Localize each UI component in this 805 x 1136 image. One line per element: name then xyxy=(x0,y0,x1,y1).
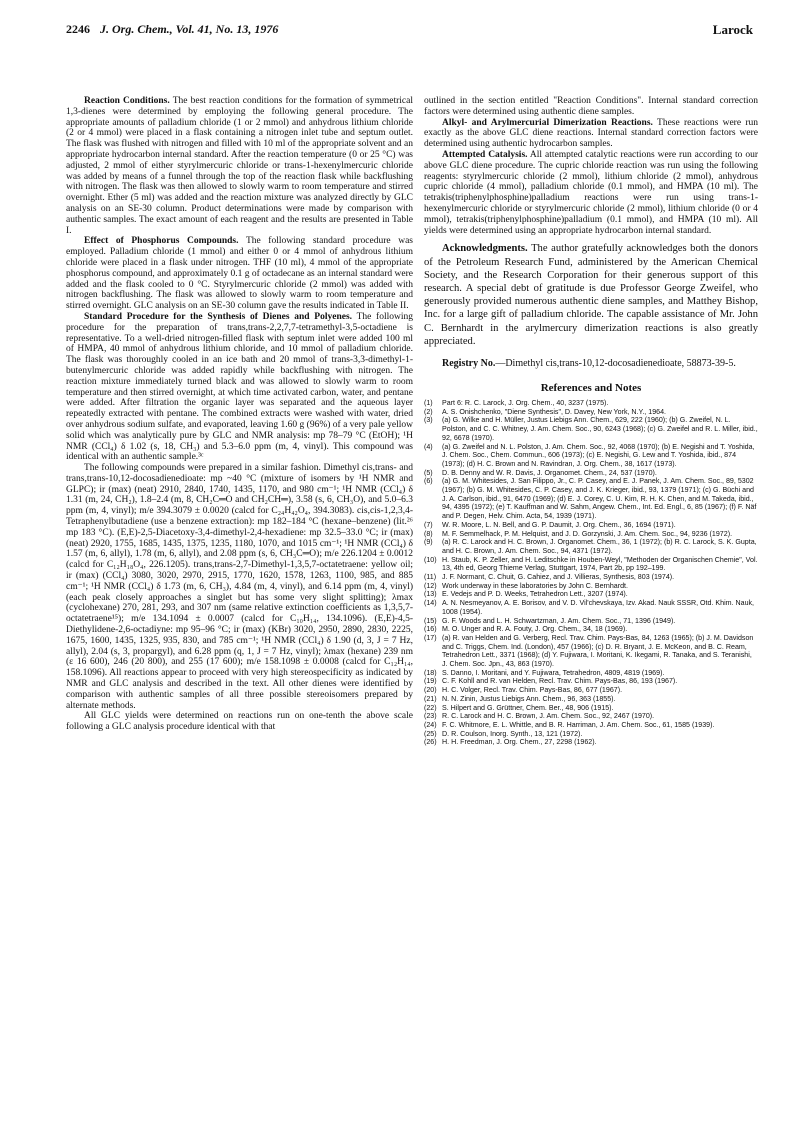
experimental-continued xyxy=(424,96,758,236)
reference-number: (8) xyxy=(424,529,433,538)
reference-number: (21) xyxy=(424,694,437,703)
reference-text: (a) G. Zweifel and N. L. Polston, J. Am. Chem. Soc., 92, 4068 (1970); (b) E. Negishi and T. Yoshida, J. Chem. Soc., Chem. Commun., 606 (1973); (c) E. Negishi, G. Lew and T. Yoshida, ibid., 874 (1973); (d) H. C. Brown and N. Ravindran, J. Org. Chem., 38, 1617 (1973). xyxy=(442,442,755,468)
reference-text: H. H. Freedman, J. Org. Chem., 27, 2298 (1962). xyxy=(442,738,597,747)
right-column xyxy=(424,96,758,747)
reference-text: S. Hilpert and G. Grüttner, Chem. Ber., 48, 906 (1915). xyxy=(442,703,614,712)
reference-number: (18) xyxy=(424,668,437,677)
reference-number: (9) xyxy=(424,538,433,547)
reference-text: M. O. Unger and R. A. Fouty, J. Org. Chem., 34, 18 (1969). xyxy=(442,625,628,634)
paragraph-text: All attempted catalytic reactions were run according to our above GLC diene procedure. The cupric chloride reaction was run using the following reagents: styrylmercuric chloride (2 mmol), lithium chloride (2 mmol), anhydrous cupric chloride (4 mmol), palladium chloride (0.1 mmol), and HMPA (10 ml). The tetrakis(triphenylphosphine)palladium reactions were run using trans-1-hexenylmercuric chloride or styrylmercuric chloride (2 mmol), lithium chloride (0 or 4 mmol), tetrakis(triphenylphosphine)palladium (0.1 mmol), and HMPA (10 ml). All yields were determined using an appropriate hydrocarbon internal standard. xyxy=(424,149,758,236)
reference-number: (1) xyxy=(424,398,433,407)
section-heading: Attempted Catalysis. xyxy=(442,149,528,160)
registry-heading: Registry No. xyxy=(442,357,496,369)
reference-item xyxy=(424,730,758,739)
reference-text: (a) R. C. Larock and H. C. Brown, J. Organomet. Chem., 36, 1 (1972); (b) R. C. Larock, S. K. Gupta, and H. C. Brown, J. Am. Chem. Soc., 94, 4371 (1972). xyxy=(442,538,757,555)
reference-item xyxy=(424,556,758,573)
reference-text: D. B. Denny and W. R. Davis, J. Organomet. Chem., 24, 537 (1970). xyxy=(442,468,657,477)
reference-item xyxy=(424,625,758,634)
reference-item xyxy=(424,634,758,669)
experimental-paragraph xyxy=(424,150,758,236)
reference-item xyxy=(424,712,758,721)
reference-text: (a) G. M. Whitesides, J. San Filippo, Jr., C. P. Casey, and E. J. Panek, J. Am. Chem. Soc., 89, 5302 (1967); (b) G. M. Whitesides, C. P. Casey, and J. K. Krieger, ibid., 93, 1379 (1971); (c) G. Büchi and J. A. Carlson, ibid., 91, 6470 (1969); (d) E. J. Corey, C. U. Kim, R. H. K. Chen, and M. Takeda, ibid., 94, 4395 (1972); (e) T. Kauffman and W. Sahm, Angew. Chem., Int. Ed. Engl., 6, 85 (1967); (f) F. Näf and P. Degen, Helv. Chim. Acta, 54, 1939 (1971). xyxy=(442,477,757,521)
running-header xyxy=(66,22,753,38)
reference-text: C. F. Kohll and R. van Helden, Recl. Trav. Chim. Pays-Bas, 86, 193 (1967). xyxy=(442,677,678,686)
reference-text: A. N. Nesmeyanov, A. E. Borisov, and V. D. Vil'chevskaya, Izv. Akad. Nauk SSSR, Otd. Khim. Nauk, 1008 (1954). xyxy=(442,599,755,616)
experimental-paragraph xyxy=(66,711,413,733)
experimental-paragraph xyxy=(66,463,413,711)
section-heading: Standard Procedure for the Synthesis of Dienes and Polyenes. xyxy=(84,311,353,322)
reference-item xyxy=(424,686,758,695)
reference-number: (12) xyxy=(424,581,437,590)
paragraph-text: outlined in the section entitled "Reaction Conditions". Internal standard correction factors were determined using authentic diene samples. xyxy=(424,96,758,117)
left-column xyxy=(66,96,413,733)
reference-number: (7) xyxy=(424,520,433,529)
section-heading: Effect of Phosphorus Compounds. xyxy=(84,236,239,247)
reference-item xyxy=(424,721,758,730)
reference-number: (6) xyxy=(424,477,433,486)
reference-number: (10) xyxy=(424,555,437,564)
reference-number: (23) xyxy=(424,712,437,721)
reference-item xyxy=(424,738,758,747)
running-author: Larock xyxy=(712,22,753,37)
journal-citation: J. Org. Chem., Vol. 41, No. 13, 1976 xyxy=(100,22,279,36)
acknowledgments-text: The author gratefully acknowledges both the donors of the Petroleum Research Fund, administered by the American Chemical Society, and the Research Corporation for their generous support of this research. A special debt of gratitude is due Professor George Zweifel, who generously provided numerous authentic diene samples, and Matthey Bishop, Inc. for a large gift of palladium chloride. The capable assistance of Mr. John C. Bernhardt in the arylmercury dimerization reactions is also greatly appreciated. xyxy=(424,243,758,347)
acknowledgments-paragraph xyxy=(424,242,758,348)
reference-number: (25) xyxy=(424,729,437,738)
reference-text: (a) R. van Helden and G. Verberg, Recl. Trav. Chim. Pays-Bas, 84, 1263 (1965); (b) J. M. Davidson and C. Triggs, Chem. Ind. (London), 457 (1966); (c) D. R. Bryant, J. E. McKeon, and B. C. Ream, Tetrahedron Lett., 3371 (1968); (d) Y. Fujiwara, I. Moritani, K. Ikegami, R. Tanaka, and S. Teranishi, J. Chem. Soc. Jpn., 43, 863 (1970). xyxy=(442,633,754,669)
experimental-paragraph xyxy=(66,312,413,463)
experimental-paragraph xyxy=(66,236,413,312)
reference-number: (14) xyxy=(424,599,437,608)
reference-text: G. F. Woods and L. H. Schwartzman, J. Am. Chem. Soc., 71, 1396 (1949). xyxy=(442,616,676,625)
paragraph-text: The following standard procedure was employed. Palladium chloride (1 mmol) and either 0 or 4 mmol of anhydrous lithium chloride were placed in a flask under nitrogen. THF (10 ml), 4 mmol of the appropriate phosphorus compound, and approximately 0.1 g of octadecane as an internal standard were added and the flask cooled to 0 °C. Styrylmercuric chloride (2 mmol) was added with nitrogen backflushing. The flask was allowed to slowly warm to room temperature and stirred overnight. GLC analysis on an SE-30 column gave the results indicated in Table II. xyxy=(66,236,413,312)
section-heading: Alkyl- and Arylmercurial Dimerization Reactions. xyxy=(442,117,653,128)
reference-item xyxy=(424,538,758,555)
reference-text: A. S. Onishchenko, "Diene Synthesis", D. Davey, New York, N.Y., 1964. xyxy=(442,407,667,416)
reference-number: (13) xyxy=(424,590,437,599)
paragraph-text: All GLC yields were determined on reactions run on one-tenth the above scale following a GLC analysis procedure identical with that xyxy=(66,711,413,733)
reference-text: Part 6: R. C. Larock, J. Org. Chem., 40, 3237 (1975). xyxy=(442,398,609,407)
reference-item xyxy=(424,408,758,417)
reference-item xyxy=(424,399,758,408)
reference-number: (11) xyxy=(424,573,437,582)
reference-item xyxy=(424,599,758,616)
reference-text: H. C. Volger, Recl. Trav. Chim. Pays-Bas, 86, 677 (1967). xyxy=(442,686,623,695)
reference-number: (22) xyxy=(424,703,437,712)
reference-text: J. F. Normant, C. Chuit, G. Cahiez, and J. Villieras, Synthesis, 803 (1974). xyxy=(442,573,675,582)
reference-number: (20) xyxy=(424,686,437,695)
reference-text: R. C. Larock and H. C. Brown, J. Am. Chem. Soc., 92, 2467 (1970). xyxy=(442,712,655,721)
reference-text: W. R. Moore, L. N. Bell, and G. P. Daumit, J. Org. Chem., 36, 1694 (1971). xyxy=(442,520,676,529)
reference-item xyxy=(424,617,758,626)
experimental-paragraph xyxy=(66,96,413,236)
reference-number: (5) xyxy=(424,468,433,477)
reference-text: M. F. Semmelhack, P. M. Helquist, and J. D. Gorzynski, J. Am. Chem. Soc., 94, 9236 (1972). xyxy=(442,529,733,538)
reference-number: (26) xyxy=(424,738,437,747)
reference-text: S. Danno, I. Moritani, and Y. Fujiwara, Tetrahedron, 4809, 4819 (1969). xyxy=(442,668,665,677)
paragraph-text: These reactions were run exactly as the above GLC diene reactions. Internal standard correction factors were determined using authentic hydrocarbon samples. xyxy=(424,117,758,150)
page-number: 2246 xyxy=(66,22,90,36)
reference-item xyxy=(424,695,758,704)
reference-item xyxy=(424,590,758,599)
reference-item xyxy=(424,530,758,539)
reference-item xyxy=(424,416,758,442)
references-list xyxy=(424,399,758,747)
references-title: References and Notes xyxy=(540,381,642,394)
reference-text: N. N. Zinin, Justus Liebigs Ann. Chem., 96, 363 (1855). xyxy=(442,694,616,703)
reference-text: E. Vedejs and P. D. Weeks, Tetrahedron Lett., 3207 (1974). xyxy=(442,590,628,599)
reference-number: (19) xyxy=(424,677,437,686)
experimental-paragraph xyxy=(424,118,758,150)
section-heading: Reaction Conditions. xyxy=(84,96,170,106)
reference-item xyxy=(424,669,758,678)
reference-number: (16) xyxy=(424,625,437,634)
paragraph-text: The following compounds were prepared in a similar fashion. Dimethyl cis,trans- and trans,trans-10,12-docosadienedioate: mp ~40 °C (mixture of isomers by ¹H NMR and GLPC); ir (max) (neat) 2910, 2840, 1740, 1435, 1170, and 980 cm⁻¹; ¹H NMR (CCl₄) δ 1.31 (m, 24, CH₂), 1.8–2.4 (m, 8, CH₂C═O and CH₂CH═), 3.58 (s, 6, CH₃O), and 5.0–6.3 ppm (m, 4, vinyl); m/e 394.3079 ± 0.0020 (calcd for C₂₄H₄₂O₄, 394.3083). cis,cis-1,2,3,4-Tetraphenylbutadiene (use a benzene extraction): mp 182–184 °C (hexane–benzene) (lit.²⁶ mp 183 °C). (E,E)-2,5-Diacetoxy-3,4-dimethyl-2,4-hexadiene: mp 32.5–33.0 °C; ir (max) (neat) 2920, 1755, 1685, 1435, 1375, 1235, 1180, 1070, and 1015 cm⁻¹; ¹H NMR (CCl₄) δ 1.57 (m, 6, allyl), 1.78 (m, 6, allyl), and 2.08 ppm (s, 6, CH₃C═O); m/e 226.1204 ± 0.0012 (calcd for C₁₂H₁₈O₄, 226.1205). trans,trans-2,7-Dimethyl-1,3,5,7-octatetraene: yellow oil; ir (max) (CCl₄) 3080, 3020, 2970, 2915, 1770, 1620, 1578, 1263, 1100, 985, and 885 cm⁻¹; ¹H NMR (CCl₄) δ 1.73 (m, 6, CH₃), 4.84 (m, 4, vinyl), and 6.14 ppm (m, 4, vinyl) (each peak closely approaches a singlet but has some very slight splitting); λmax (cyclohexane) 270, 281, 293, and 307 nm (same relative extinction coefficients as 1,3,5,7-octatetraene¹⁵); m/e 134.1094 ± 0.0007 (calcd for C₁₀H₁₄, 134.1096). (E,E)-4,5-Diethylidene-2,6-octadiyne: mp 95–96 °C; ir (max) (KBr) 3020, 2950, 2890, 2830, 2225, 1675, 1600, 1435, 1325, 935, 830, and 785 cm⁻¹; ¹H NMR (CCl₄) δ 1.90 (d, 3, J = 7 Hz, allyl), 2.04 (s, 3, propargyl), and 6.28 ppm (q, 1, J = 7 Hz, vinyl); λmax (hexane) 239 nm (ε 16 600), 246 (20 800), and 255 (17 600); m/e 158.1098 ± 0.0008 (calcd for C₁₂H₁₄, 158.1096). All reactions appear to proceed with very high stereospecificity as indicated by NMR and GLC analysis and described in the text. All other dienes were identified by comparison with authentic samples of all three possible stereoisomers prepared by alternate methods. xyxy=(66,463,413,711)
reference-number: (2) xyxy=(424,407,433,416)
reference-item xyxy=(424,443,758,469)
reference-item xyxy=(424,477,758,521)
reference-text: Work underway in these laboratories by John C. Bernhardt. xyxy=(442,581,628,590)
reference-number: (24) xyxy=(424,721,437,729)
reference-item xyxy=(424,582,758,591)
reference-number: (4) xyxy=(424,442,433,451)
reference-text: F. C. Whitmore, E. L. Whittle, and B. R. Harriman, J. Am. Chem. Soc., 61, 1585 (1939). xyxy=(442,721,715,729)
reference-number: (15) xyxy=(424,616,437,625)
reference-text: H. Staub, K. P. Zeller, and H. Leditschke in Houben-Weyl, "Methoden der Organischen Chemie", Vol. 13, 4th ed, Georg Thieme Verlag, Stuttgart, 1974, Part 2b, pp 192–199. xyxy=(442,555,758,573)
reference-item xyxy=(424,573,758,582)
reference-text: (a) G. Wilke and H. Müller, Justus Liebigs Ann. Chem., 629, 222 (1960); (b) G. Zweifel, N. L. Polston, and C. C. Whitney, J. Am. Chem. Soc., 90, 6243 (1968); (c) G. Zweifel and R. L. Miller, ibid., 92, 6678 (1970). xyxy=(442,416,758,442)
reference-number: (17) xyxy=(424,633,437,642)
registry-paragraph xyxy=(424,358,758,370)
acknowledgments-heading: Acknowledgments. xyxy=(442,243,528,255)
reference-number: (3) xyxy=(424,416,433,425)
experimental-paragraph xyxy=(424,96,758,118)
paragraph-text: The best reaction conditions for the formation of symmetrical 1,3-dienes were determined by employing the following general procedure. The appropriate amounts of palladium chloride (1 or 2 mmol) and anhydrous lithium chloride (2 or 4 mmol) were placed in a flask containing a nitrogen inlet tube and septum outlet. The flask was flushed with nitrogen and filled with 10 ml of the appropriate solvent and an appropriate hydrocarbon internal standard. After the reaction temperature (0 or 25 °C) was adjusted, 2 mmol of either styrylmercuric chloride or trans-1-hexenylmercuric chloride was added by means of a funnel through the top of the reaction flask while backflushing with nitrogen. The flask was then allowed to slowly warm to room temperature and stirred overnight. Ether (5 ml) was added and the reaction mixture was analyzed directly by GLC analysis on an SE-30 column. Product determinations were made by comparison with authentic samples. The exact amount of each reagent and the results are presented in Table I. xyxy=(66,96,413,236)
paragraph-text: The following procedure for the preparation of trans,trans-2,2,7,7-tetramethyl-3,5-octadiene is representative. To a well-dried nitrogen-filled flask with septum inlet were added 100 ml of HMPA, 40 mmol of anhydrous lithium chloride, and 10 mmol of palladium chloride. The flask was thoroughly cooled in an ice bath and 20 mmol of trans-3,3-dimethyl-1-butenylmercuric chloride was added rapidly while backflushing with nitrogen. The reaction mixture immediately turned black and was allowed to slowly warm to room temperature and then stirred overnight, at which time activated carbon, water, and pentane were added. After filtration the organic layer was separated and the aqueous layer repeatedly extracted with pentane. The combined extracts were washed with water, dried over anhydrous sodium sulfate, and evaporated, leaving 1.60 g (96%) of a very pale yellow solid which was analytically pure by GLC and NMR analysis: mp 78–79 °C (EtOH); ¹H NMR (CCl₄) δ 1.02 (s, 18, CH₃) and 5.3–6.0 ppm (m, 4, vinyl). This compound was identical with an authentic sample.³ᶜ xyxy=(66,311,413,463)
registry-text: —Dimethyl cis,trans-10,12-docosadienedioate, 58873-39-5. xyxy=(495,357,736,369)
reference-item xyxy=(424,704,758,713)
reference-item xyxy=(424,677,758,686)
reference-item xyxy=(424,521,758,530)
reference-item xyxy=(424,469,758,478)
reference-text: D. R. Coulson, Inorg. Synth., 13, 121 (1972). xyxy=(442,729,583,738)
